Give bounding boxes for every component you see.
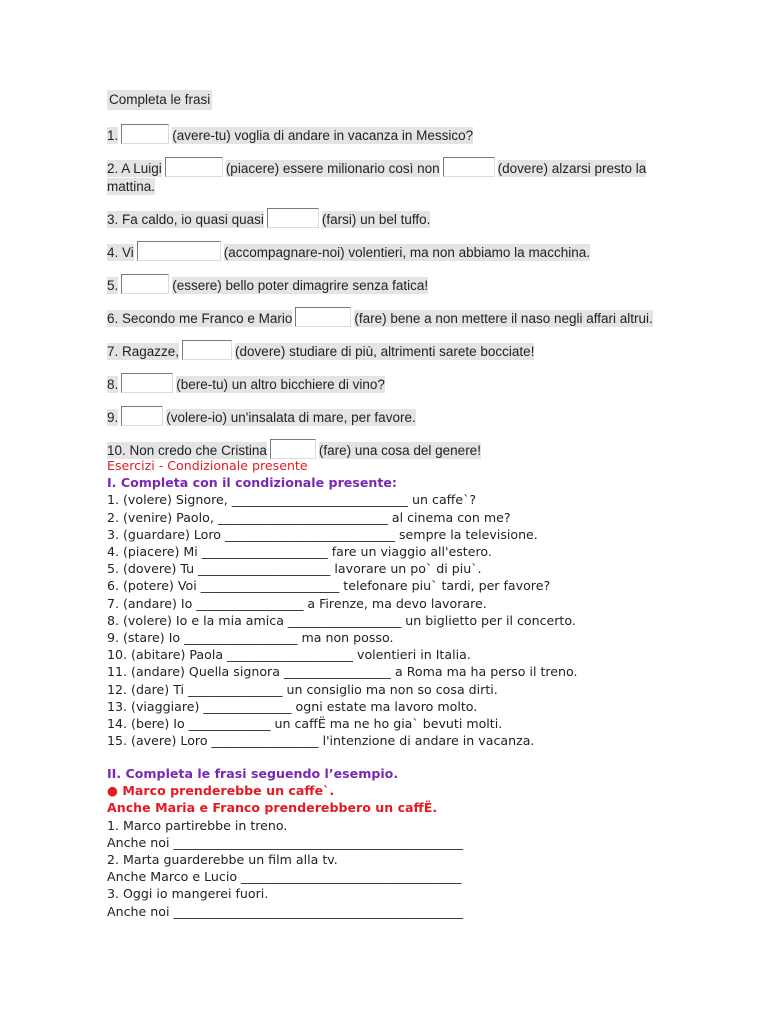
exercise-line: 7. (andare) Io _________________ a Firenze, ma devo lavorare. <box>107 595 487 611</box>
question-text: (dovere) alzarsi presto la mattina. <box>107 161 647 194</box>
question-text: 6. Secondo me Franco e Mario <box>107 311 293 326</box>
answer-input[interactable] <box>295 307 351 327</box>
exercise-line: 1. Marco partirebbe in treno. <box>107 817 288 833</box>
question-text: (fare) bene a non mettere il naso negli affari altrui. <box>354 311 653 326</box>
exercise-line: 14. (bere) Io _____________ un caffË ma ne ho gia` bevuti molti. <box>107 716 503 732</box>
question-3 <box>107 208 667 229</box>
exercise-line: 15. (avere) Loro _________________ l'intenzione di andare in vacanza. <box>107 733 535 749</box>
question-1 <box>107 124 667 145</box>
exercise-section-2 <box>107 457 707 749</box>
question-6 <box>107 307 667 328</box>
answer-input[interactable] <box>270 439 316 459</box>
question-text: 1. <box>107 128 119 143</box>
answer-input[interactable] <box>443 157 495 177</box>
answer-input[interactable] <box>165 157 223 177</box>
question-text: (dovere) studiare di più, altrimenti sarete bocciate! <box>235 344 535 359</box>
answer-input[interactable] <box>121 274 169 294</box>
question-text: (farsi) un bel tuffo. <box>321 212 431 227</box>
exercise-instruction: II. Completa le frasi seguendo l’esempio. <box>107 766 399 781</box>
question-7 <box>107 340 667 361</box>
exercise-line: 2. Marta guarderebbe un film alla tv. <box>107 852 338 868</box>
question-text: 7. Ragazze, <box>107 344 180 359</box>
answer-input[interactable] <box>121 406 163 426</box>
exercise-line: 5. (dovere) Tu _____________________ lavorare un po` di piu`. <box>107 561 482 577</box>
answer-input[interactable] <box>267 208 319 228</box>
question-text: 5. <box>107 278 119 293</box>
exercise-line: 4. (piacere) Mi ____________________ fare un viaggio all'estero. <box>107 544 492 560</box>
example-line: Anche Maria e Franco prenderebbero un caffË. <box>107 800 438 816</box>
question-text: 2. A Luigi <box>107 161 162 176</box>
question-text: 10. Non credo che Cristina <box>107 443 267 458</box>
question-text: (accompagnare-noi) volentieri, ma non abbiamo la macchina. <box>223 245 590 260</box>
exercise-line: Anche noi ______________________________________________ <box>107 903 464 919</box>
exercise-section-3 <box>107 765 707 920</box>
exercise-line: Anche noi ______________________________________________ <box>107 834 464 850</box>
exercise-line: 11. (andare) Quella signora _________________ a Roma ma ha perso il treno. <box>107 664 578 680</box>
answer-input[interactable] <box>137 241 221 261</box>
exercise-line: 13. (viaggiare) ______________ ogni estate ma lavoro molto. <box>107 698 478 714</box>
exercise-instruction: I. Completa con il condizionale presente: <box>107 475 397 491</box>
question-text: 9. <box>107 410 119 425</box>
question-text: (fare) una cosa del genere! <box>318 443 481 458</box>
exercise-line: 3. Oggi io mangerei fuori. <box>107 886 269 902</box>
question-4 <box>107 241 667 262</box>
exercise-line: 3. (guardare) Loro ___________________________ sempre la televisione. <box>107 526 538 542</box>
exercise-line: Anche Marco e Lucio ___________________________________ <box>107 869 462 885</box>
question-text: 4. Vi <box>107 245 134 260</box>
exercise-line: 2. (venire) Paolo, ___________________________ al cinema con me? <box>107 509 511 525</box>
exercise-line: 12. (dare) Ti _______________ un consiglio ma non so cosa dirti. <box>107 681 498 697</box>
question-text: (bere-tu) un altro bicchiere di vino? <box>176 377 385 392</box>
question-8 <box>107 373 667 394</box>
example-line: ● Marco prenderebbe un caffe`. <box>107 783 335 799</box>
question-2 <box>107 157 667 196</box>
exercise-line: 8. (volere) Io e la mia amica __________________ un biglietto per il concerto. <box>107 612 576 628</box>
exercise-line: 6. (potere) Voi ______________________ telefonare piu` tardi, per favore? <box>107 578 551 594</box>
exercise-section-1 <box>107 90 667 472</box>
question-text: (avere-tu) voglia di andare in vacanza in Messico? <box>172 128 474 143</box>
answer-input[interactable] <box>121 124 169 144</box>
answer-input[interactable] <box>182 340 232 360</box>
answer-input[interactable] <box>121 373 173 393</box>
question-text: (piacere) essere milionario così non <box>225 161 440 176</box>
question-5 <box>107 274 667 295</box>
exercise-line: 1. (volere) Signore, ____________________________ un caffe`? <box>107 492 477 508</box>
question-text: (essere) bello poter dimagrire senza fatica! <box>172 278 429 293</box>
question-9 <box>107 406 667 427</box>
exercise-line: 9. (stare) Io __________________ ma non posso. <box>107 630 394 646</box>
question-text: 8. <box>107 377 119 392</box>
question-text: 3. Fa caldo, io quasi quasi <box>107 212 264 227</box>
section-title: Completa le frasi <box>107 90 212 110</box>
exercise-line: 10. (abitare) Paola ____________________ volentieri in Italia. <box>107 647 471 663</box>
section-heading: Esercizi - Condizionale presente <box>107 458 308 473</box>
question-text: (volere-io) un'insalata di mare, per favore. <box>166 410 416 425</box>
